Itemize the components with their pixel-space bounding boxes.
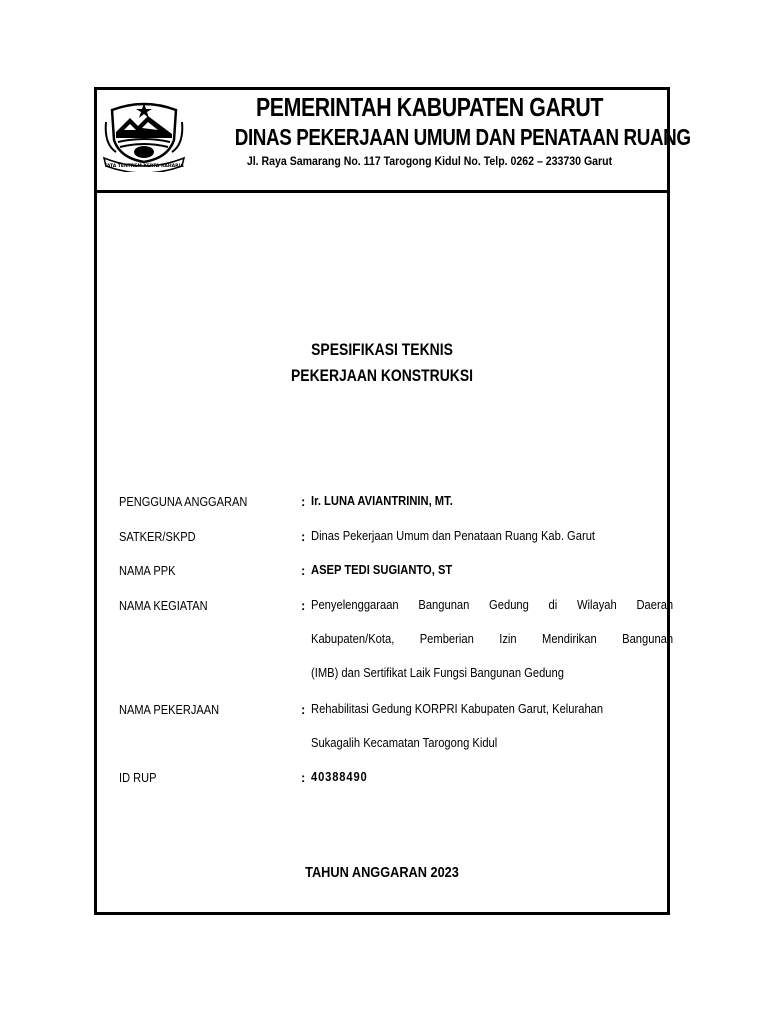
field-value-line: Rehabilitasi Gedung KORPRI Kabupaten Garut, Kelurahan <box>311 701 604 716</box>
field-value-line: (IMB) dan Sertifikat Laik Fungsi Bangunan Gedung <box>311 665 564 680</box>
field-value <box>311 588 674 690</box>
garut-regency-emblem-icon <box>102 96 186 172</box>
field-value-line: Dinas Pekerjaan Umum dan Penataan Ruang Kab. Garut <box>311 528 596 543</box>
emblem-motto: TATA TENTREM KERTA RAHARJA <box>104 164 184 169</box>
field-colon: : <box>301 770 306 785</box>
field-value <box>311 484 674 518</box>
field-value-line: Sukagalih Kecamatan Tarogong Kidul <box>311 735 498 750</box>
field-colon: : <box>301 529 306 544</box>
field-value <box>311 519 674 553</box>
field-value-line: 40388490 <box>311 769 368 784</box>
letterhead-government: PEMERINTAH KABUPATEN GARUT <box>255 92 604 122</box>
field-value-line: Kabupaten/Kota, Pemberian Izin Mendirikan Bangunan <box>311 631 674 646</box>
document-frame <box>94 87 691 915</box>
field-label: PENGGUNA ANGGARAN <box>119 494 248 509</box>
letterhead-department: DINAS PEKERJAAN UMUM DAN PENATAAN RUANG <box>234 124 691 150</box>
budget-year: TAHUN ANGGARAN 2023 <box>305 864 459 881</box>
field-value-line: Penyelenggaraan Bangunan Gedung di Wilayah Daerah <box>311 597 674 612</box>
field-label: SATKER/SKPD <box>119 529 196 544</box>
field-value <box>311 692 674 760</box>
document-title-line2: PEKERJAAN KONSTRUKSI <box>290 366 474 385</box>
field-label: NAMA KEGIATAN <box>119 598 208 613</box>
field-value-line: Ir. LUNA AVIANTRININ, MT. <box>311 493 453 508</box>
letterhead <box>97 90 691 193</box>
letterhead-address: Jl. Raya Samarang No. 117 Tarogong Kidul No. Telp. 0262 – 233730 Garut <box>246 154 613 168</box>
field-label: ID RUP <box>119 770 157 785</box>
field-colon: : <box>301 563 306 578</box>
field-colon: : <box>301 702 306 717</box>
field-label: NAMA PPK <box>119 563 176 578</box>
field-colon: : <box>301 494 306 509</box>
field-value-line: ASEP TEDI SUGIANTO, ST <box>311 562 453 577</box>
field-value <box>311 760 674 794</box>
document-title-line1: SPESIFIKASI TEKNIS <box>311 340 453 359</box>
field-value <box>311 553 674 587</box>
field-label: NAMA PEKERJAAN <box>119 702 220 717</box>
field-colon: : <box>301 598 306 613</box>
